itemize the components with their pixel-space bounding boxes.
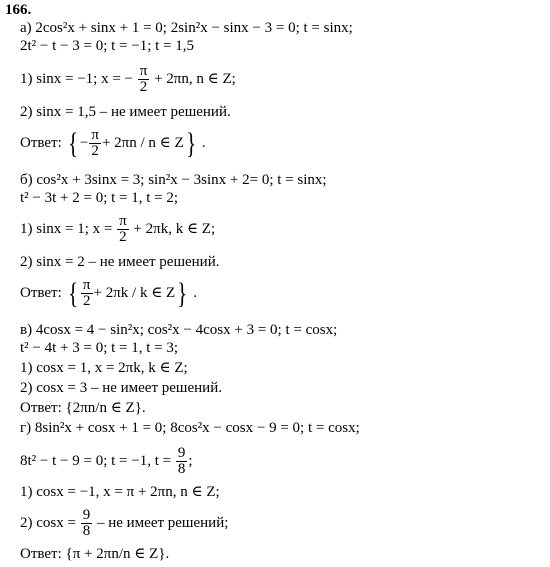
expr-text: + 2πk, k ∈ Z; [133, 220, 216, 237]
left-brace-icon: { [67, 126, 78, 160]
part-c-line-4: 2) cosx = 3 – не имеет решений. [20, 380, 222, 396]
answer-label: Ответ: [20, 134, 62, 151]
part-d-line-3: 1) cosx = −1, x = π + 2πn, n ∈ Z; [20, 484, 220, 500]
part-b-line-1: б) cos²x + 3sinx = 3; sin²x − 3sinx + 2= 0; t = sinx; [20, 172, 327, 188]
part-b-line-2: t² − 3t + 2 = 0; t = 1, t = 2; [20, 190, 179, 206]
part-c-line-1: в) 4cosx = 4 − sin²x; cos²x − 4cosx + 3 = 0; t = cosx; [20, 322, 338, 338]
right-brace-icon: } [177, 276, 188, 310]
fraction [176, 446, 188, 477]
part-b-answer [20, 278, 197, 309]
fraction [117, 214, 129, 245]
left-brace-icon: { [67, 276, 78, 310]
problem-number: 166. [5, 2, 32, 18]
part-b-line-3 [20, 214, 215, 245]
numerator: π [119, 213, 127, 229]
part-a-line-1: а) 2cos²x + sinx + 1 = 0; 2sin²x − sinx − 3 = 0; t = sinx; [20, 20, 353, 36]
expr-text: . [193, 284, 198, 301]
denominator: 2 [91, 143, 99, 159]
part-d-answer: Ответ: {π + 2πn/n ∈ Z}. [20, 546, 170, 562]
expr-text: . [201, 134, 206, 151]
expr-text: 2) cosx = [20, 514, 76, 531]
denominator: 2 [82, 293, 91, 309]
fraction [89, 128, 101, 159]
part-d-line-1: г) 8sin²x + cosx + 1 = 0; 8cos²x − cosx − 9 = 0; t = cosx; [20, 420, 360, 436]
numerator: π [82, 277, 91, 293]
expr-text: + 2πk / k ∈ Z [93, 284, 176, 301]
fraction [138, 64, 150, 95]
part-a-answer [20, 128, 206, 159]
expr-text: 1) sinx = −1; x = − [20, 70, 134, 87]
denominator: 8 [82, 523, 91, 539]
expr-text: − [79, 134, 89, 151]
part-c-line-2: t² − 4t + 3 = 0; t = 1, t = 3; [20, 340, 179, 356]
numerator: π [91, 127, 99, 143]
numerator: 9 [177, 445, 186, 461]
part-d-line-4 [20, 508, 228, 539]
expr-text: + 2πn, n ∈ Z; [154, 70, 236, 87]
expr-text: 8t² − t − 9 = 0; t = −1, t = [20, 452, 172, 469]
part-d-line-2 [20, 446, 193, 477]
answer-label: Ответ: [20, 284, 62, 301]
part-a-line-4: 2) sinx = 1,5 – не имеет решений. [20, 104, 231, 120]
numerator: 9 [82, 507, 91, 523]
fraction [81, 508, 93, 539]
expr-text: + 2πn / n ∈ Z [101, 134, 184, 151]
expr-text: – не имеет решений; [96, 514, 229, 531]
denominator: 8 [177, 461, 186, 477]
part-c-line-3: 1) cosx = 1, x = 2πk, k ∈ Z; [20, 360, 188, 376]
part-b-line-4: 2) sinx = 2 – не имеет решений. [20, 254, 220, 270]
expr-text: 1) sinx = 1; x = [20, 220, 113, 237]
right-brace-icon: } [185, 126, 196, 160]
part-a-line-2: 2t² − t − 3 = 0; t = −1; t = 1,5 [20, 38, 195, 54]
denominator: 2 [119, 229, 127, 245]
numerator: π [139, 63, 148, 79]
part-c-answer: Ответ: {2πn/n ∈ Z}. [20, 400, 146, 416]
part-a-line-3 [20, 64, 236, 95]
fraction [81, 278, 93, 309]
denominator: 2 [139, 79, 148, 95]
expr-text: ; [188, 452, 193, 469]
